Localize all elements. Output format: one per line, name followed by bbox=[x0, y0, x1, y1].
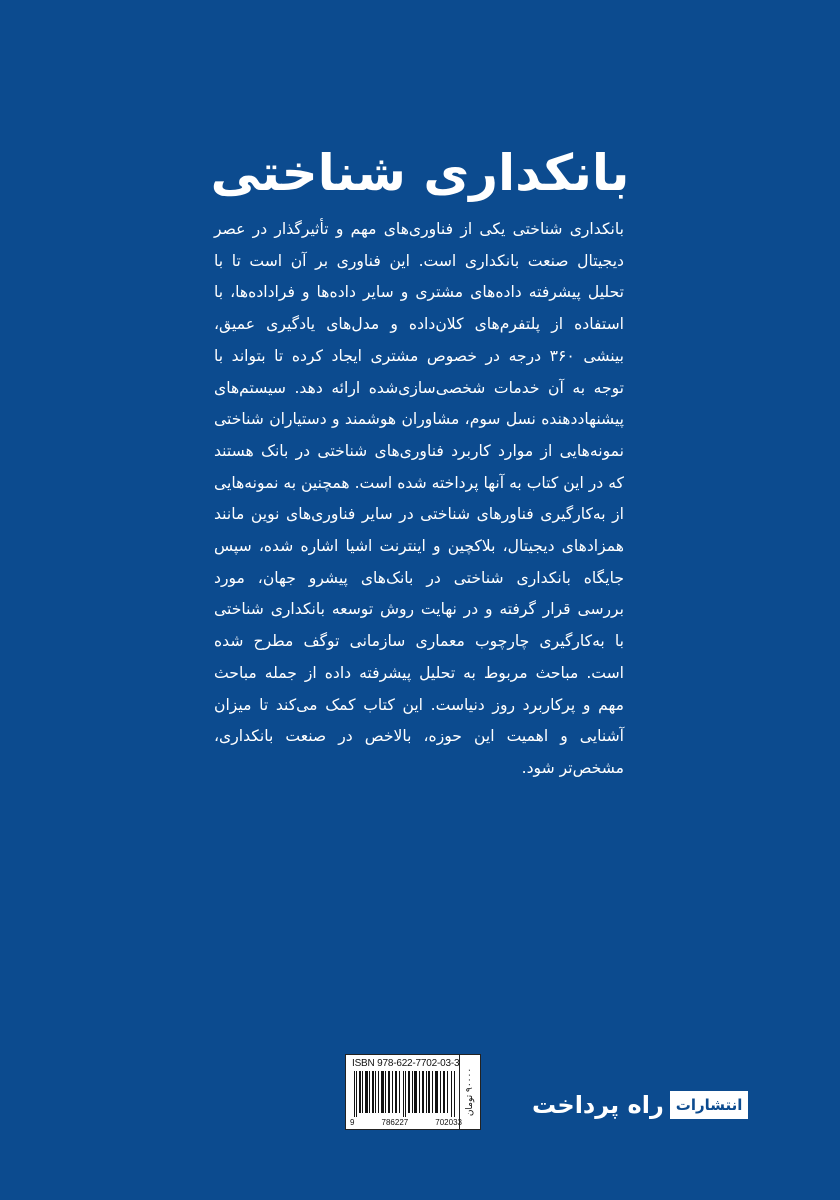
isbn-barcode bbox=[345, 1054, 481, 1130]
description-line: از به‌کارگیری فناورهای شناختی در سایر فناوری‌های نوین مانند bbox=[214, 505, 624, 524]
isbn-number: ISBN 978-622-7702-03-3 bbox=[352, 1058, 460, 1069]
description-line: با به‌کارگیری چارچوب معماری سازمانی توگف مطرح شده bbox=[214, 632, 624, 651]
barcode-digit-group: 9 bbox=[350, 1118, 355, 1127]
back-cover-description bbox=[214, 214, 624, 785]
price-label: ۹۰۰۰۰ تومان bbox=[465, 1067, 476, 1117]
description-line: دیجیتال صنعت بانکداری است. این فناوری بر آن است تا با bbox=[214, 251, 624, 270]
description-line: آشنایی و اهمیت این حوزه، بالاخص در صنعت بانکداری، bbox=[214, 727, 624, 746]
description-line: پیشنهاددهنده نسل سوم، مشاوران هوشمند و دستیاران شناختی bbox=[214, 410, 624, 429]
description-line: مهم و پرکاربرد روز دنیاست. این کتاب کمک می‌کند تا میزان bbox=[214, 695, 624, 714]
barcode-bars-icon bbox=[354, 1071, 456, 1117]
description-line: توجه به آن خدمات شخصی‌سازی‌شده ارائه دهد. سیستم‌های bbox=[214, 378, 624, 397]
description-line: مشخص‌تر شود. bbox=[521, 758, 624, 777]
book-title: بانکداری شناختی bbox=[210, 144, 630, 202]
description-line: بررسی قرار گرفته و در نهایت روش توسعه بانکداری شناختی bbox=[214, 600, 624, 619]
barcode-digit-group: 702033 bbox=[435, 1118, 462, 1127]
barcode-digits bbox=[350, 1118, 462, 1127]
description-line: بینشی ۳۶۰ درجه در خصوص مشتری ایجاد کرده تا بتواند با bbox=[214, 346, 624, 365]
price-strip bbox=[459, 1055, 480, 1129]
barcode-digit-group: 786227 bbox=[381, 1118, 409, 1127]
description-line: استفاده از پلتفرم‌های کلان‌داده و مدل‌های یادگیری عمیق، bbox=[214, 315, 624, 334]
publisher-logo bbox=[532, 1088, 748, 1122]
publisher-name: راه پرداخت bbox=[532, 1091, 664, 1119]
description-line: همزادهای دیجیتال، بلاکچین و اینترنت اشیا اشاره شده، سپس bbox=[214, 537, 624, 556]
description-line: نمونه‌هایی از موارد کاربرد فناوری‌های شناختی در بانک هستند bbox=[214, 441, 624, 460]
description-line: جایگاه بانکداری شناختی در بانک‌های پیشرو جهان، مورد bbox=[214, 568, 624, 587]
description-line: تحلیل پیشرفته داده‌های مشتری و سایر داده‌ها و فراداده‌ها، با bbox=[214, 283, 624, 302]
description-line: بانکداری شناختی یکی از فناوری‌های مهم و تأثیرگذار در عصر bbox=[214, 220, 624, 238]
publisher-label: انتشارات bbox=[670, 1091, 749, 1119]
description-line: که در این کتاب به آنها پرداخته شده است. همچنین به نمونه‌هایی bbox=[214, 473, 624, 492]
description-line: است. مباحث مربوط به تحلیل پیشرفته داده از جمله مباحث bbox=[214, 663, 624, 682]
